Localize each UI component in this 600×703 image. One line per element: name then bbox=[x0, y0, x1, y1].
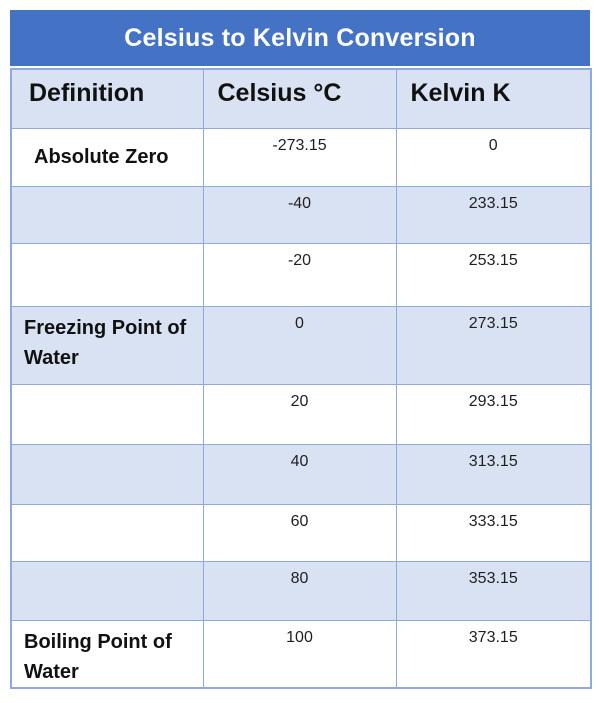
celsius-cell: 0 bbox=[203, 306, 396, 384]
celsius-cell: 60 bbox=[203, 504, 396, 561]
kelvin-cell: 353.15 bbox=[396, 561, 591, 620]
table-row bbox=[11, 504, 591, 561]
table-row bbox=[11, 384, 591, 444]
definition-cell: Boiling Point of Water bbox=[11, 620, 203, 688]
definition-cell: Freezing Point of Water bbox=[11, 306, 203, 384]
table-row bbox=[11, 444, 591, 504]
document-page bbox=[10, 10, 590, 689]
table-row bbox=[11, 128, 591, 186]
celsius-cell: -273.15 bbox=[203, 128, 396, 186]
table-row bbox=[11, 186, 591, 243]
kelvin-cell: 233.15 bbox=[396, 186, 591, 243]
kelvin-cell: 313.15 bbox=[396, 444, 591, 504]
conversion-table bbox=[10, 68, 592, 689]
table-row bbox=[11, 620, 591, 688]
definition-cell bbox=[11, 561, 203, 620]
kelvin-cell: 0 bbox=[396, 128, 591, 186]
table-body bbox=[11, 128, 591, 688]
kelvin-cell: 253.15 bbox=[396, 243, 591, 306]
definition-cell bbox=[11, 243, 203, 306]
celsius-cell: 100 bbox=[203, 620, 396, 688]
table-title-bar bbox=[10, 10, 590, 68]
kelvin-cell: 273.15 bbox=[396, 306, 591, 384]
column-header-definition: Definition bbox=[11, 69, 203, 128]
column-header-celsius: Celsius °C bbox=[203, 69, 396, 128]
definition-cell bbox=[11, 504, 203, 561]
table-header bbox=[11, 69, 591, 128]
celsius-cell: 40 bbox=[203, 444, 396, 504]
celsius-cell: 20 bbox=[203, 384, 396, 444]
kelvin-cell: 373.15 bbox=[396, 620, 591, 688]
celsius-cell: -20 bbox=[203, 243, 396, 306]
definition-cell bbox=[11, 186, 203, 243]
table-row bbox=[11, 561, 591, 620]
definition-cell bbox=[11, 444, 203, 504]
kelvin-cell: 293.15 bbox=[396, 384, 591, 444]
kelvin-cell: 333.15 bbox=[396, 504, 591, 561]
column-header-kelvin: Kelvin K bbox=[396, 69, 591, 128]
table-row bbox=[11, 243, 591, 306]
header-row bbox=[11, 69, 591, 128]
definition-cell bbox=[11, 384, 203, 444]
definition-cell: Absolute Zero bbox=[11, 128, 203, 186]
celsius-cell: 80 bbox=[203, 561, 396, 620]
table-row bbox=[11, 306, 591, 384]
celsius-cell: -40 bbox=[203, 186, 396, 243]
page-title: Celsius to Kelvin Conversion bbox=[124, 23, 476, 52]
